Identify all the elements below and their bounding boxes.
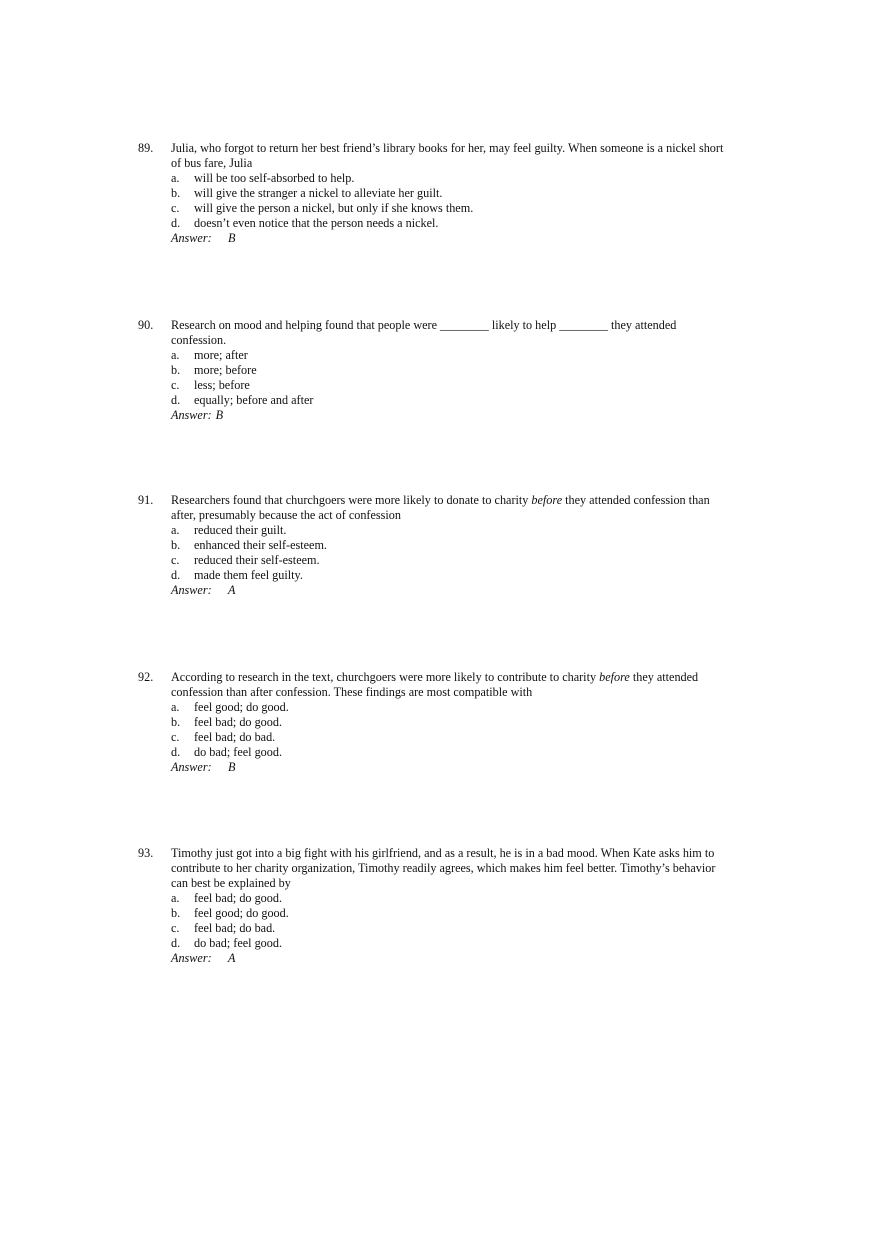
- answer-option: [171, 523, 748, 538]
- option-text: feel bad; do bad.: [194, 730, 276, 744]
- stem-text: after, presumably because the act of confession: [171, 508, 401, 522]
- question-stem-line: [138, 508, 748, 523]
- answer-option: [171, 700, 748, 715]
- question-number: 92.: [138, 670, 154, 684]
- emphasis-text: before: [531, 493, 563, 507]
- answer-option: [171, 363, 748, 378]
- stem-text: they attended: [629, 670, 699, 684]
- answer-option: [171, 393, 748, 408]
- question-89: [138, 141, 748, 246]
- option-text: feel bad; do good.: [194, 715, 282, 729]
- question-stem-line: [138, 141, 748, 156]
- question-91: [138, 493, 748, 598]
- question-stem-line: [138, 493, 748, 508]
- question-stem-line: [138, 333, 748, 348]
- option-letter: c.: [171, 921, 180, 935]
- stem-text: contribute to her charity organization, Timothy readily agrees, which makes him feel better. Timothy’s behavior: [171, 861, 716, 875]
- stem-text: confession than after confession. These findings are most compatible with: [171, 685, 533, 699]
- answer-option: [171, 921, 748, 936]
- question-stem-line: [138, 861, 748, 876]
- answer-option: [171, 216, 748, 231]
- option-text: reduced their self-esteem.: [194, 553, 320, 567]
- stem-text: Timothy just got into a big fight with his girlfriend, and as a result, he is in a bad mood. When Kate asks him to: [171, 846, 715, 860]
- option-letter: d.: [171, 393, 181, 407]
- answer-option: [171, 553, 748, 568]
- option-text: feel good; do good.: [194, 700, 289, 714]
- option-letter: c.: [171, 553, 180, 567]
- question-number: 90.: [138, 318, 154, 332]
- option-letter: b.: [171, 186, 181, 200]
- answer-letter: B: [228, 760, 236, 774]
- answer-option: [171, 715, 748, 730]
- question-stem-line: [138, 685, 748, 700]
- question-stem: [171, 876, 291, 890]
- answer-option: [171, 186, 748, 201]
- answer-option: [171, 568, 748, 583]
- answer-key: [171, 760, 748, 775]
- option-text: enhanced their self-esteem.: [194, 538, 327, 552]
- question-stem: [171, 670, 698, 684]
- option-letter: a.: [171, 891, 180, 905]
- question-90: [138, 318, 748, 423]
- answer-key: [171, 408, 748, 423]
- option-letter: a.: [171, 700, 180, 714]
- stem-text: According to research in the text, churchgoers were more likely to contribute to charity: [171, 670, 600, 684]
- question-stem-line: [138, 876, 748, 891]
- stem-text: can best be explained by: [171, 876, 291, 890]
- option-text: feel bad; do good.: [194, 891, 282, 905]
- answer-letter: B: [215, 408, 224, 422]
- answer-option: [171, 906, 748, 921]
- option-text: less; before: [194, 378, 250, 392]
- answer-option: [171, 201, 748, 216]
- answer-option: [171, 936, 748, 951]
- option-letter: b.: [171, 363, 181, 377]
- option-text: more; after: [194, 348, 248, 362]
- option-letter: d.: [171, 216, 181, 230]
- answer-option: [171, 171, 748, 186]
- stem-text: of bus fare, Julia: [171, 156, 253, 170]
- answer-letter: A: [228, 583, 236, 597]
- question-stem: [171, 685, 532, 699]
- option-text: more; before: [194, 363, 257, 377]
- answer-option: [171, 348, 748, 363]
- question-stem: [171, 141, 723, 155]
- question-stem: [171, 493, 710, 507]
- answer-label: Answer:: [171, 231, 212, 245]
- question-stem: [171, 156, 252, 170]
- question-stem: [171, 861, 715, 875]
- option-letter: d.: [171, 936, 181, 950]
- option-letter: c.: [171, 730, 180, 744]
- stem-text: Research on mood and helping found that people were ________ likely to help ________ they attended: [171, 318, 677, 332]
- option-text: do bad; feel good.: [194, 936, 282, 950]
- question-number: 91.: [138, 493, 154, 507]
- answer-key: [171, 951, 748, 966]
- question-stem-line: [138, 846, 748, 861]
- option-letter: b.: [171, 906, 181, 920]
- question-stem: [171, 846, 714, 860]
- answer-option: [171, 745, 748, 760]
- option-letter: a.: [171, 171, 180, 185]
- question-number: 89.: [138, 141, 154, 155]
- question-93: [138, 846, 748, 966]
- question-stem-line: [138, 318, 748, 333]
- option-text: doesn’t even notice that the person needs a nickel.: [194, 216, 439, 230]
- answer-letter: B: [228, 231, 236, 245]
- answer-letter: A: [228, 951, 236, 965]
- answer-key: [171, 231, 748, 246]
- option-text: equally; before and after: [194, 393, 314, 407]
- option-text: do bad; feel good.: [194, 745, 282, 759]
- answer-label: Answer:: [171, 583, 212, 597]
- question-number: 93.: [138, 846, 154, 860]
- answer-option: [171, 891, 748, 906]
- question-stem-line: [138, 156, 748, 171]
- stem-text: they attended confession than: [562, 493, 710, 507]
- option-letter: d.: [171, 745, 181, 759]
- option-letter: c.: [171, 201, 180, 215]
- option-letter: b.: [171, 538, 181, 552]
- option-letter: a.: [171, 523, 180, 537]
- stem-text: confession.: [171, 333, 227, 347]
- answer-label: Answer:: [171, 760, 212, 774]
- option-text: will be too self-absorbed to help.: [194, 171, 355, 185]
- question-stem: [171, 318, 676, 332]
- question-92: [138, 670, 748, 775]
- answer-label: Answer:: [171, 951, 212, 965]
- answer-option: [171, 378, 748, 393]
- answer-label: Answer:: [171, 408, 212, 422]
- option-text: feel bad; do bad.: [194, 921, 276, 935]
- option-text: reduced their guilt.: [194, 523, 287, 537]
- option-text: will give the stranger a nickel to alleviate her guilt.: [194, 186, 443, 200]
- option-text: made them feel guilty.: [194, 568, 303, 582]
- option-text: feel good; do good.: [194, 906, 289, 920]
- option-letter: a.: [171, 348, 180, 362]
- question-stem: [171, 333, 226, 347]
- answer-option: [171, 730, 748, 745]
- question-stem: [171, 508, 401, 522]
- option-letter: d.: [171, 568, 181, 582]
- option-letter: c.: [171, 378, 180, 392]
- emphasis-text: before: [599, 670, 630, 684]
- answer-option: [171, 538, 748, 553]
- stem-text: Researchers found that churchgoers were more likely to donate to charity: [171, 493, 532, 507]
- option-letter: b.: [171, 715, 181, 729]
- answer-key: [171, 583, 748, 598]
- question-stem-line: [138, 670, 748, 685]
- stem-text: Julia, who forgot to return her best friend’s library books for her, may feel guilty. When someone is a nickel short: [171, 141, 724, 155]
- option-text: will give the person a nickel, but only if she knows them.: [194, 201, 474, 215]
